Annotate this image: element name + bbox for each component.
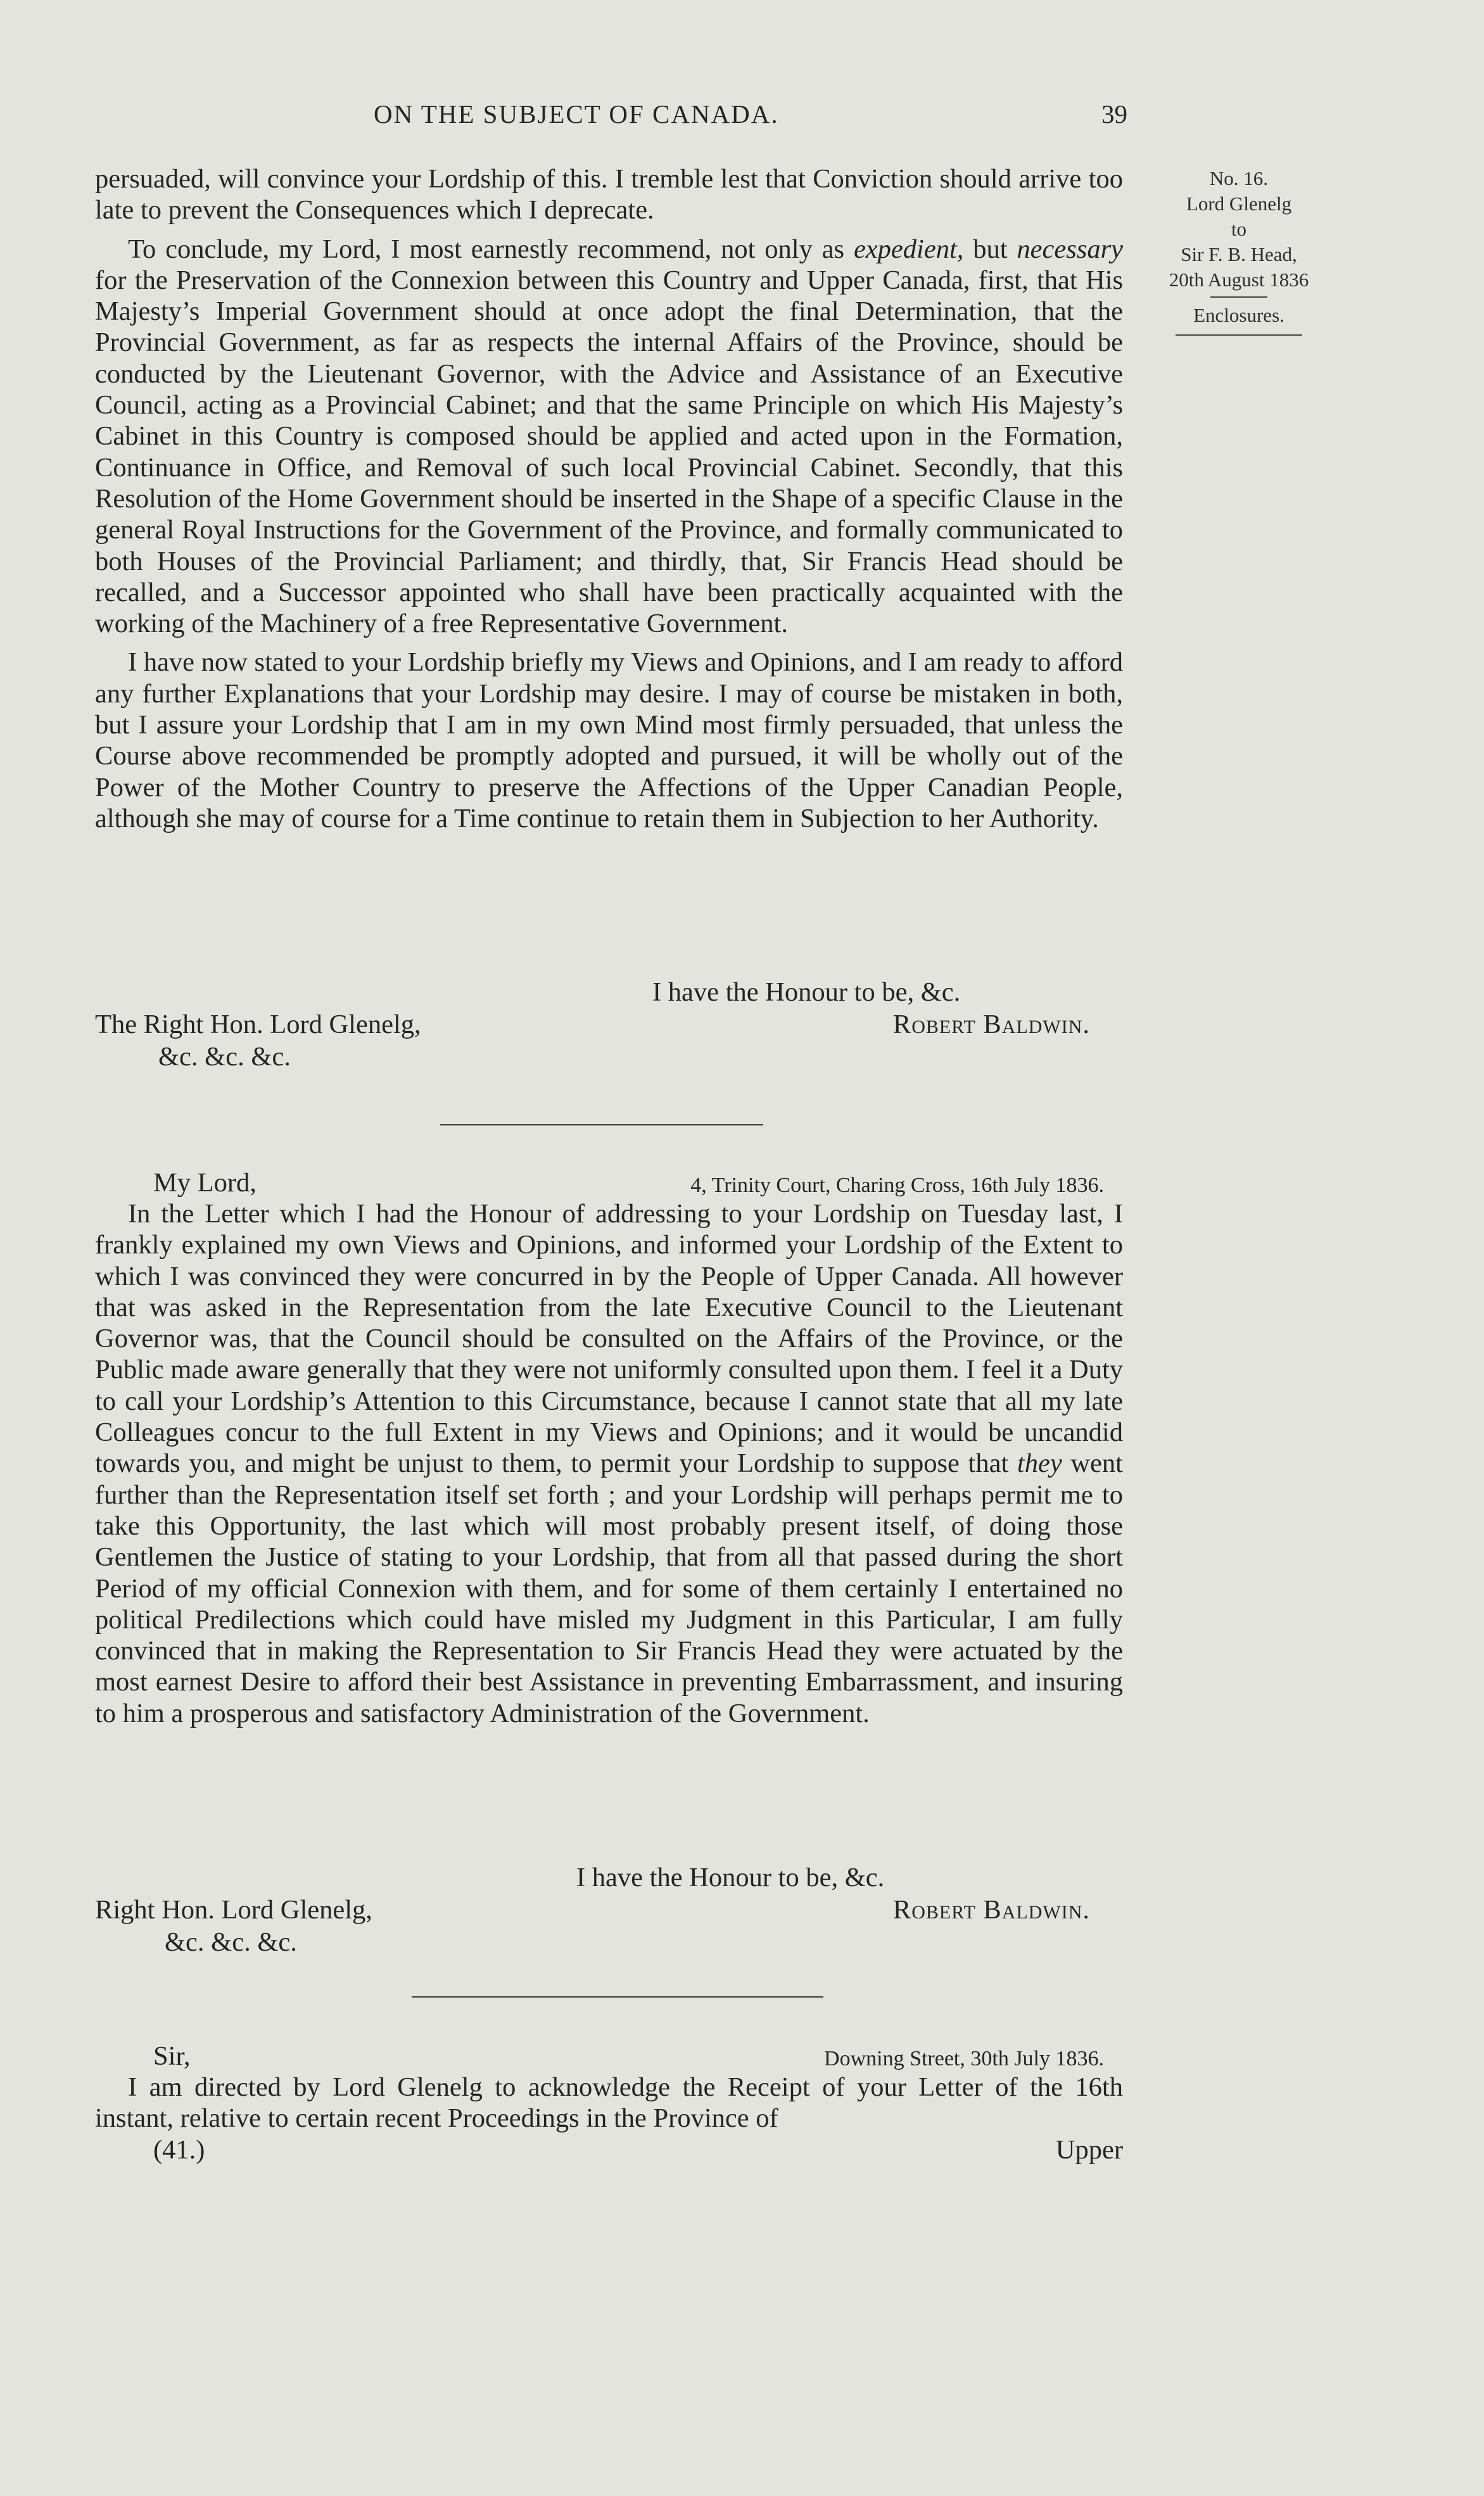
page-number: 39 — [1101, 99, 1127, 129]
paragraph: persuaded, will convince your Lordship of this. I tremble lest that Conviction should arrive too late to prevent the Consequences which I deprecate. — [95, 164, 1123, 225]
text-run: for the Preservation of the Connexion between this Country and Upper Canada, first, that His Majesty’s Imperial Government should at once adopt the final Determination, that the Provincial Government, as far as respects the internal Affairs of the Province, should be conducted by the Lieutenant Governor, with the Advice and Assistance of an Executive Council, acting as a Provincial Cabinet; and that the same Principle on which His Majesty’s Cabinet in this Country is composed should be applied and acted upon in the Formation, Continuance in Office, and Removal of such local Provincial Cabinet. Secondly, that this Resolution of the Home Government should be inserted in the Shape of a specific Clause in the general Royal Instructions for the Government of the Province, and formally communicated to both Houses of the Provincial Parliament; and thirdly, that, Sir Francis Head should be recalled, and a Successor appointed who shall have been practically acquainted with the working of the Machinery of a free Representative Government. — [95, 265, 1123, 639]
addressee-etc: &c. &c. &c. — [158, 1042, 291, 1072]
emphasis: necessary — [1017, 234, 1123, 264]
signature-line — [95, 1894, 1123, 1926]
text-run: but — [963, 234, 1017, 264]
letter-3-body — [95, 2041, 1123, 2165]
section-divider — [440, 1124, 763, 1125]
paragraph — [95, 1198, 1123, 1729]
margin-divider — [1210, 296, 1267, 298]
dateline: Downing Street, 30th July 1836. — [824, 2047, 1104, 2070]
closing-line: I have the Honour to be, &c. — [652, 977, 961, 1007]
signature-line — [95, 1009, 1123, 1041]
text-run: went further than the Representation itself set forth ; and your Lordship will perhaps permit me to take this Opportunity, the last which will most probably present itself, of doing those Gentlemen the Justice of stating to your Lordship, that from all that passed during the short Period of my official Connexion with them, and for some of them certainly I entertained no political Predilections which could have misled my Judgment in this Particular, I am fully convinced that in making the Representation to Sir Francis Head they were actuated by the most earnest Desire to afford their best Assistance in preventing Embarrassment, and insuring to him a prosperous and satisfactory Administration of the Government. — [95, 1448, 1123, 1728]
margin-divider — [1176, 334, 1302, 336]
paragraph — [95, 234, 1123, 640]
margin-enclosures: Enclosures. — [1193, 304, 1284, 326]
emphasis: expedient, — [853, 234, 964, 264]
closing-line: I have the Honour to be, &c. — [576, 1863, 885, 1892]
addressee-etc: &c. &c. &c. — [165, 1927, 297, 1957]
margin-note-line: Sir F. B. Head, — [1181, 243, 1297, 265]
catchword: Upper — [1055, 2134, 1123, 2165]
salutation: My Lord, — [153, 1168, 257, 1198]
paragraph: I have now stated to your Lordship briefly my Views and Opinions, and I am ready to afford any further Explanations that your Lordship may desire. I may of course be mistaken in both, but I assure your Lordship that I am in my own Mind most firmly persuaded, that unless the Course above recommended be promptly adopted and pursued, it will be wholly out of the Power of the Mother Country to preserve the Affections of the Upper Canadian People, although she may of course for a Time continue to retain them in Subjection to her Authority. — [95, 647, 1123, 833]
text-run: To conclude, my Lord, I most earnestly recommend, not only as — [128, 234, 854, 264]
running-title: ON THE SUBJECT OF CANADA. — [374, 99, 779, 129]
margin-note-line: No. 16. — [1209, 167, 1269, 189]
signature: Robert Baldwin. — [892, 1010, 1090, 1039]
emphasis: they — [1017, 1448, 1062, 1479]
salutation-row — [95, 2041, 1123, 2072]
paragraph: I am directed by Lord Glenelg to acknowledge the Receipt of your Letter of the 16th instant, relative to certain recent Proceedings in the Province of — [95, 2072, 1123, 2134]
salutation: Sir, — [153, 2041, 191, 2071]
margin-note-line: to — [1231, 218, 1247, 240]
margin-note-line: Lord Glenelg — [1186, 193, 1292, 215]
running-header — [95, 99, 1127, 137]
margin-note-line: 20th August 1836 — [1169, 269, 1309, 291]
dateline: 4, Trinity Court, Charing Cross, 16th July 1836. — [690, 1174, 1104, 1197]
letter-2-closing — [95, 1862, 1123, 1963]
text-run: In the Letter which I had the Honour of addressing to your Lordship on Tuesday last, I frankly explained my own Views and Opinions, and informed your Lordship of the Extent to which I was convinced they were concurred in by the People of Upper Canada. All however that was asked in the Representation from the late Executive Council to the Lieutenant Governor was, that the Council should be consulted on the Affairs of the Province, or the Public made aware generally that they were not uniformly consulted upon them. I feel it a Duty to call your Lordship’s Attention to this Circumstance, because I cannot state that all my late Colleagues concur to the full Extent in my Views and Opinions; and it would be uncandid towards you, and might be unjust to them, to permit your Lordship to suppose that — [95, 1199, 1123, 1479]
document-reference: (41.) — [153, 2134, 205, 2165]
letter-1-closing — [95, 977, 1123, 1078]
letter-1-body — [95, 163, 1123, 834]
signature: Robert Baldwin. — [892, 1895, 1090, 1925]
letter-2-body — [95, 1167, 1123, 1729]
addressee: The Right Hon. Lord Glenelg, — [95, 1010, 421, 1039]
salutation-row — [95, 1167, 1123, 1198]
margin-note — [1151, 166, 1326, 336]
addressee: Right Hon. Lord Glenelg, — [95, 1895, 372, 1925]
section-divider — [412, 1996, 823, 1998]
page-footer — [95, 2134, 1123, 2165]
